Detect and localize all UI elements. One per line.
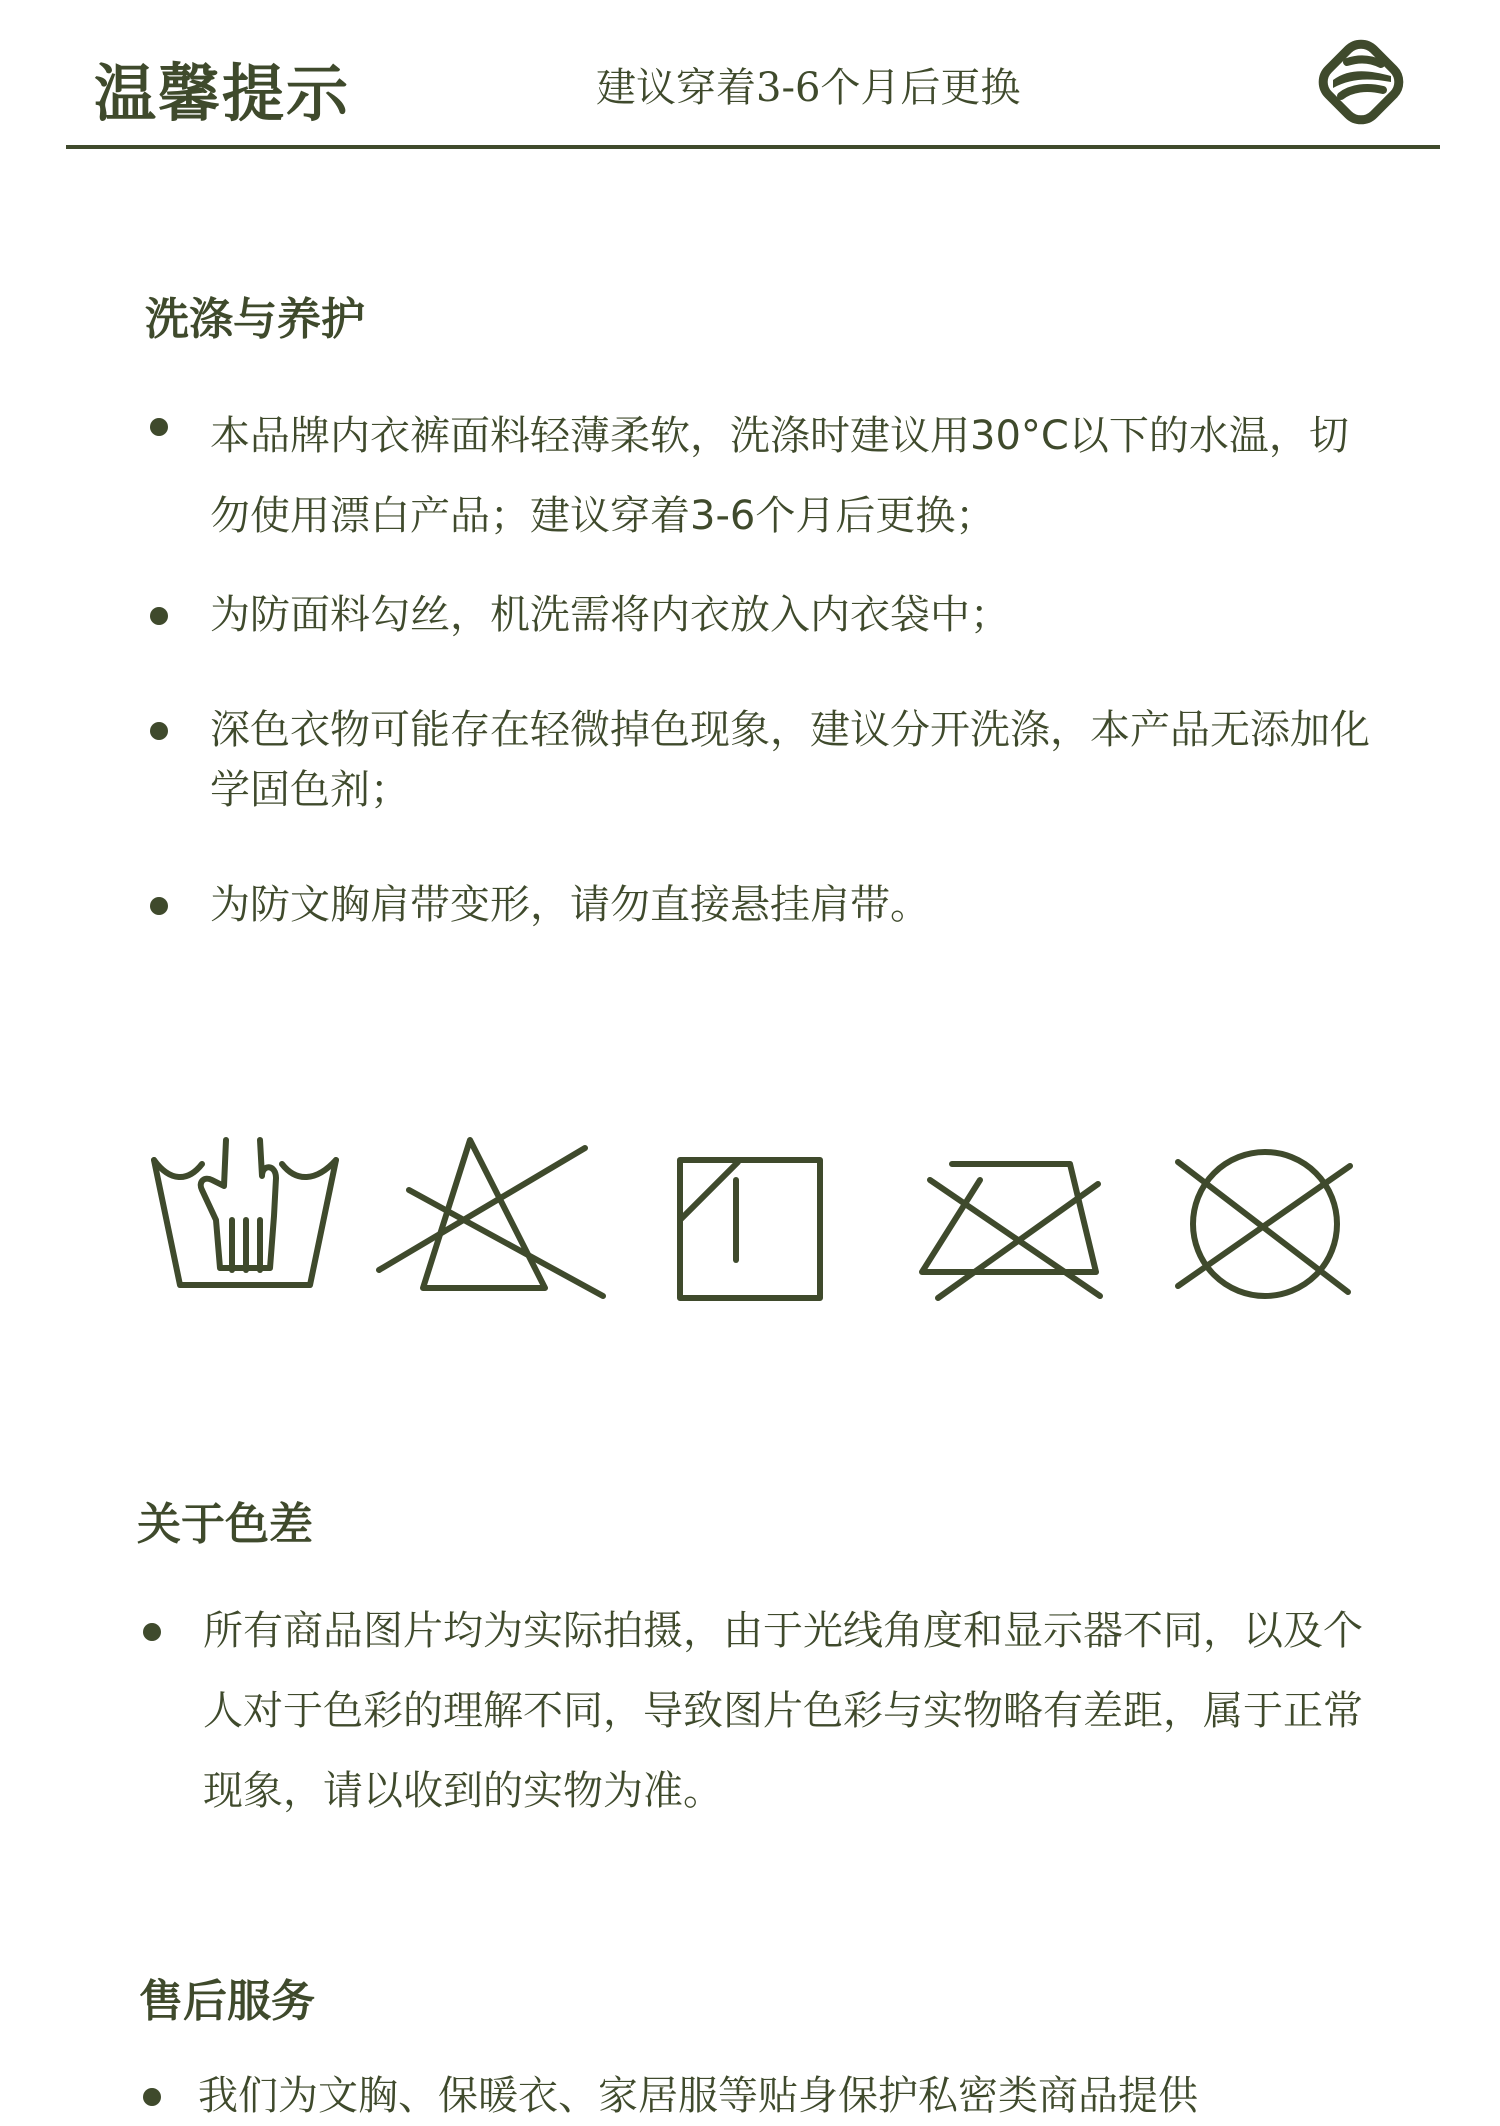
list-item-text: 深色衣物可能存在轻微掉色现象，建议分开洗涤，本产品无添加化学固色剂； [210, 707, 1370, 813]
list-item-text: 本品牌内衣裤面料轻薄柔软，洗涤时建议用30°C以下的水温，切勿使用漂白产品；建议穿着3-6个月后更换； [210, 413, 1349, 539]
bullet-dot [150, 607, 168, 625]
care-symbols [140, 1120, 1380, 1330]
list-item-text: 所有商品图片均为实际拍摄，由于光线角度和显示器不同，以及个人对于色彩的理解不同，导致图片色彩与实物略有差距，属于正常现象，请以收到的实物为准。 [203, 1608, 1363, 1814]
after-sales-heading: 售后服务 [139, 1976, 315, 2027]
page-title: 温馨提示 [94, 57, 351, 130]
hand-wash-icon [150, 1120, 340, 1330]
bullet-dot [143, 1623, 161, 1641]
bullet-dot [143, 2088, 161, 2106]
bullet-dot [150, 897, 168, 915]
drip-dry-icon [670, 1120, 860, 1330]
do-not-iron-icon [920, 1120, 1110, 1330]
header [66, 0, 1440, 149]
do-not-bleach-icon [375, 1120, 565, 1330]
care-heading: 洗涤与养护 [145, 294, 365, 345]
bullet-dot [150, 418, 168, 436]
brand-logo-icon [1311, 32, 1411, 132]
color-heading: 关于色差 [137, 1499, 313, 1550]
page-subtitle: 建议穿着3-6个月后更换 [596, 65, 1021, 111]
do-not-tumble-dry-icon [1180, 1120, 1370, 1330]
bullet-dot [150, 722, 168, 740]
list-item-text: 为防面料勾丝，机洗需将内衣放入内衣袋中； [210, 592, 1010, 638]
list-item-text: 我们为文胸、保暖衣、家居服等贴身保护私密类商品提供 [198, 2073, 1198, 2119]
list-item-text: 为防文胸肩带变形，请勿直接悬挂肩带。 [210, 882, 930, 928]
